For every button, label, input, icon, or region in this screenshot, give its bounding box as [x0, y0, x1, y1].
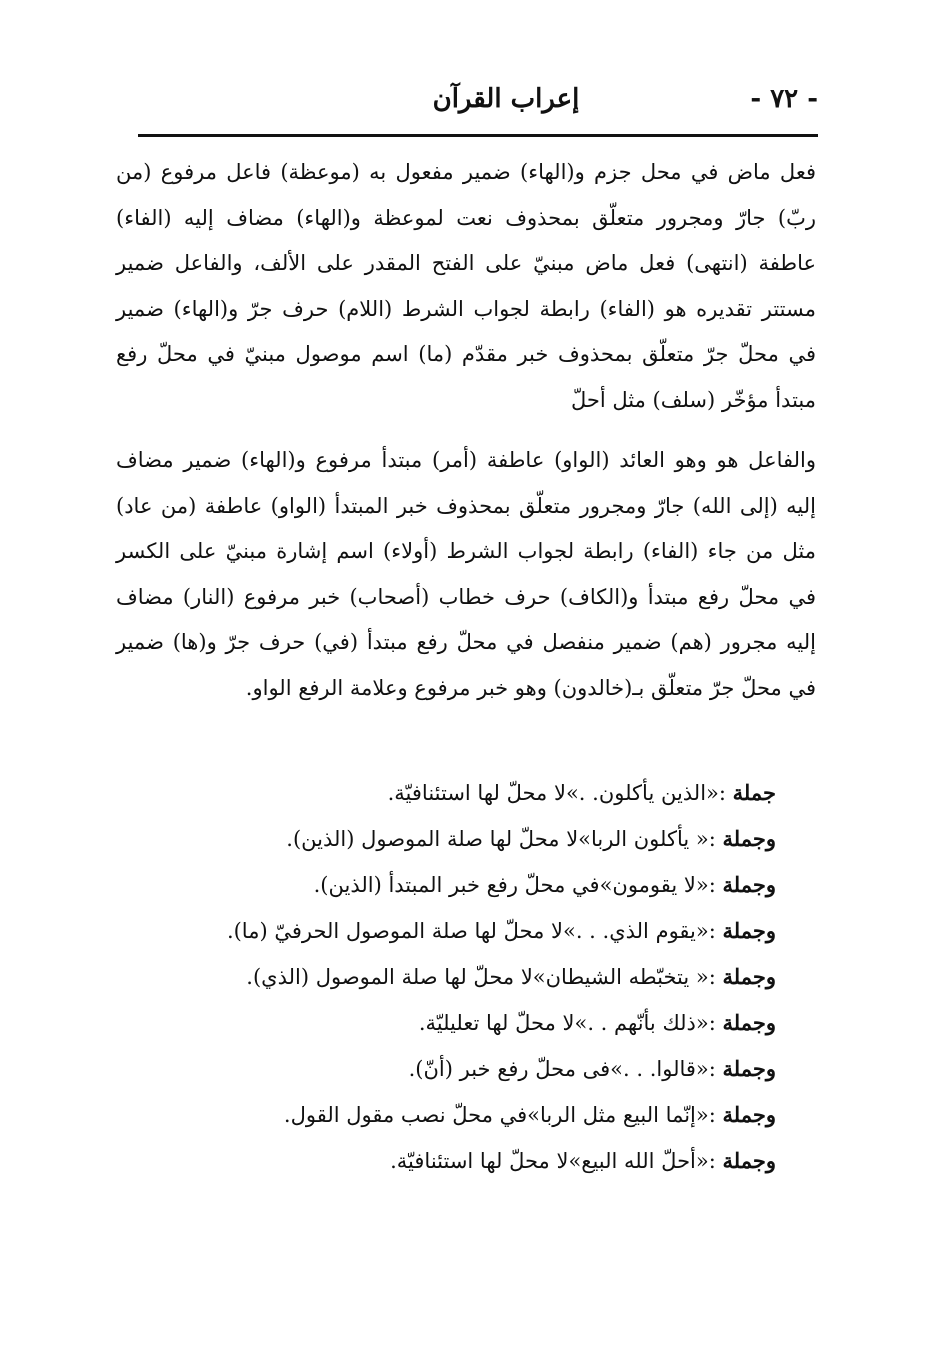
sentence-label: وجملة	[722, 872, 776, 897]
page-header	[138, 84, 818, 124]
sentence-label: وجملة	[722, 1056, 776, 1081]
sentence-item	[136, 954, 776, 1000]
sentence-label: وجملة	[722, 1148, 776, 1173]
sentence-item	[136, 908, 776, 954]
sentence-item	[136, 1092, 776, 1138]
sentence-text: :«لا يقومون»في محلّ رفع خبر المبتدأ (الذين).	[313, 873, 716, 897]
sentence-text: :« يتخبّطه الشيطان»لا محلّ لها صلة الموصول (الذي).	[246, 965, 716, 989]
sentence-list	[136, 770, 776, 1184]
sentence-item	[136, 1046, 776, 1092]
sentence-label: وجملة	[722, 918, 776, 943]
sentence-item	[136, 770, 776, 816]
sentence-item	[136, 862, 776, 908]
sentence-item	[136, 1138, 776, 1184]
sentence-text: :«يقوم الذي. . .»لا محلّ لها صلة الموصول الحرفيّ (ما).	[226, 919, 716, 943]
sentence-item	[136, 816, 776, 862]
page-number: - ٧٢ -	[750, 84, 818, 114]
sentence-label: جملة	[732, 780, 776, 805]
running-title: إعراب القرآن	[432, 84, 580, 114]
sentence-label: وجملة	[722, 1010, 776, 1035]
header-divider	[138, 134, 818, 137]
sentence-text: :«إنّما البيع مثل الربا»في محلّ نصب مقول القول.	[283, 1103, 716, 1127]
sentence-label: وجملة	[722, 1102, 776, 1127]
paragraph-2: والفاعل هو وهو العائد (الواو) عاطفة (أمر) مبتدأ مرفوع و(الهاء) ضمير مضاف إليه (إلى الله) جارّ ومجرور متعلّق بمحذوف خبر المبتدأ (الواو) عاطفة (من عاد) مثل من جاء (الفاء) رابطة لجواب الشرط (أولاء) اسم إشارة مبنيّ على الكسر في محلّ رفع مبتدأ و(الكاف) حرف خطاب (أصحاب) خبر مرفوع (النار) مضاف إليه مجرور (هم) ضمير منفصل في محلّ رفع مبتدأ (في) حرف جرّ و(ها) ضمير في محلّ جرّ متعلّق بـ(خالدون) وهو خبر مرفوع وعلامة الرفع الواو.	[116, 448, 816, 700]
paragraph-1: فعل ماض في محل جزم و(الهاء) ضمير مفعول به (موعظة) فاعل مرفوع (من ربّ) جارّ ومجرور متعلّق بمحذوف نعت لموعظة و(الهاء) مضاف إليه (الفاء) عاطفة (انتهى) فعل ماض مبنيّ على الفتح المقدر على الألف، والفاعل ضمير مستتر تقديره هو (الفاء) رابطة لجواب الشرط (اللام) حرف جرّ و(الهاء) ضمير في محلّ جرّ متعلّق بمحذوف خبر مقدّم (ما) اسم موصول مبنيّ في محلّ رفع مبتدأ مؤخّر (سلف) مثل أحلّ	[116, 160, 816, 412]
sentence-text: :«ذلك بأنّهم . .»لا محلّ لها تعليليّة.	[418, 1011, 716, 1035]
sentence-label: وجملة	[722, 964, 776, 989]
sentence-label: وجملة	[722, 826, 776, 851]
sentence-text: :«قالوا. . .»فى محلّ رفع خبر (أنّ).	[408, 1057, 716, 1081]
sentence-item	[136, 1000, 776, 1046]
sentence-text: :«الذين يأكلون. .»لا محلّ لها استئنافيّة.	[387, 781, 726, 805]
sentence-text: :« يأكلون الربا»لا محلّ لها صلة الموصول (الذين).	[286, 827, 716, 851]
sentence-text: :«أحلّ الله البيع»لا محلّ لها استئنافيّة.	[390, 1149, 716, 1173]
